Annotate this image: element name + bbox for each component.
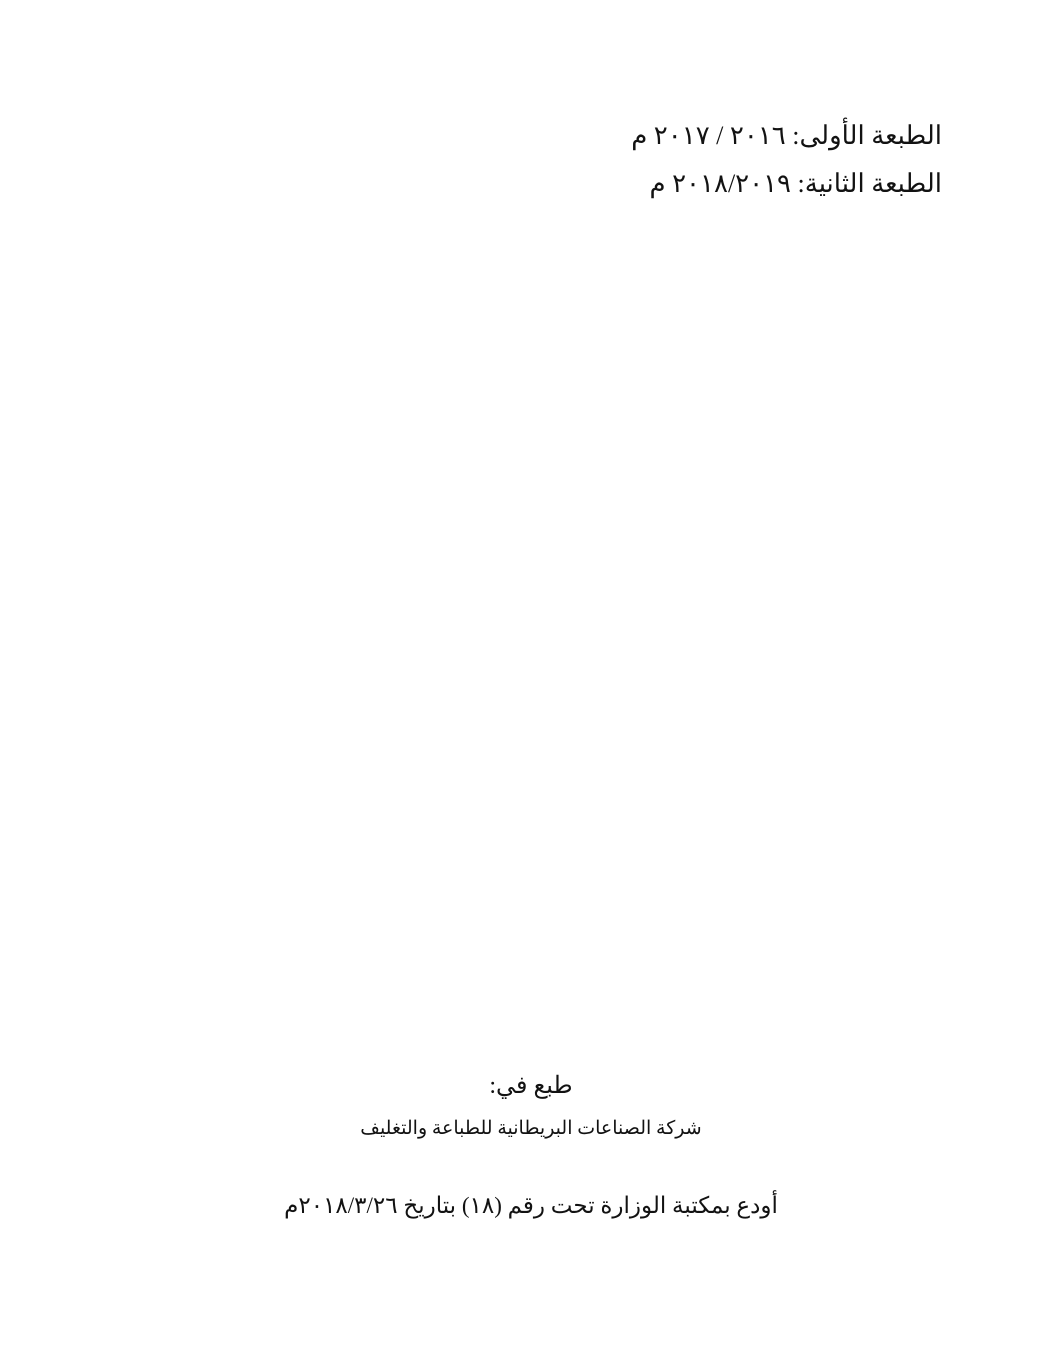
printing-heading: طبع في: <box>489 1073 573 1099</box>
first-edition-line: الطبعة الأولى: ٢٠١٦ / ٢٠١٧ م <box>631 121 942 150</box>
printing-block <box>0 1068 1062 1144</box>
printing-company-name: شركة الصناعات البريطانية للطباعة والتغليف <box>360 1118 702 1139</box>
legal-deposit-line: أودع بمكتبة الوزارة تحت رقم (١٨) بتاريخ ٢٠١٨/٣/٢٦م <box>284 1193 778 1218</box>
edition-block <box>122 112 942 208</box>
second-edition-line: الطبعة الثانية: ٢٠١٨/٢٠١٩ م <box>649 169 942 199</box>
